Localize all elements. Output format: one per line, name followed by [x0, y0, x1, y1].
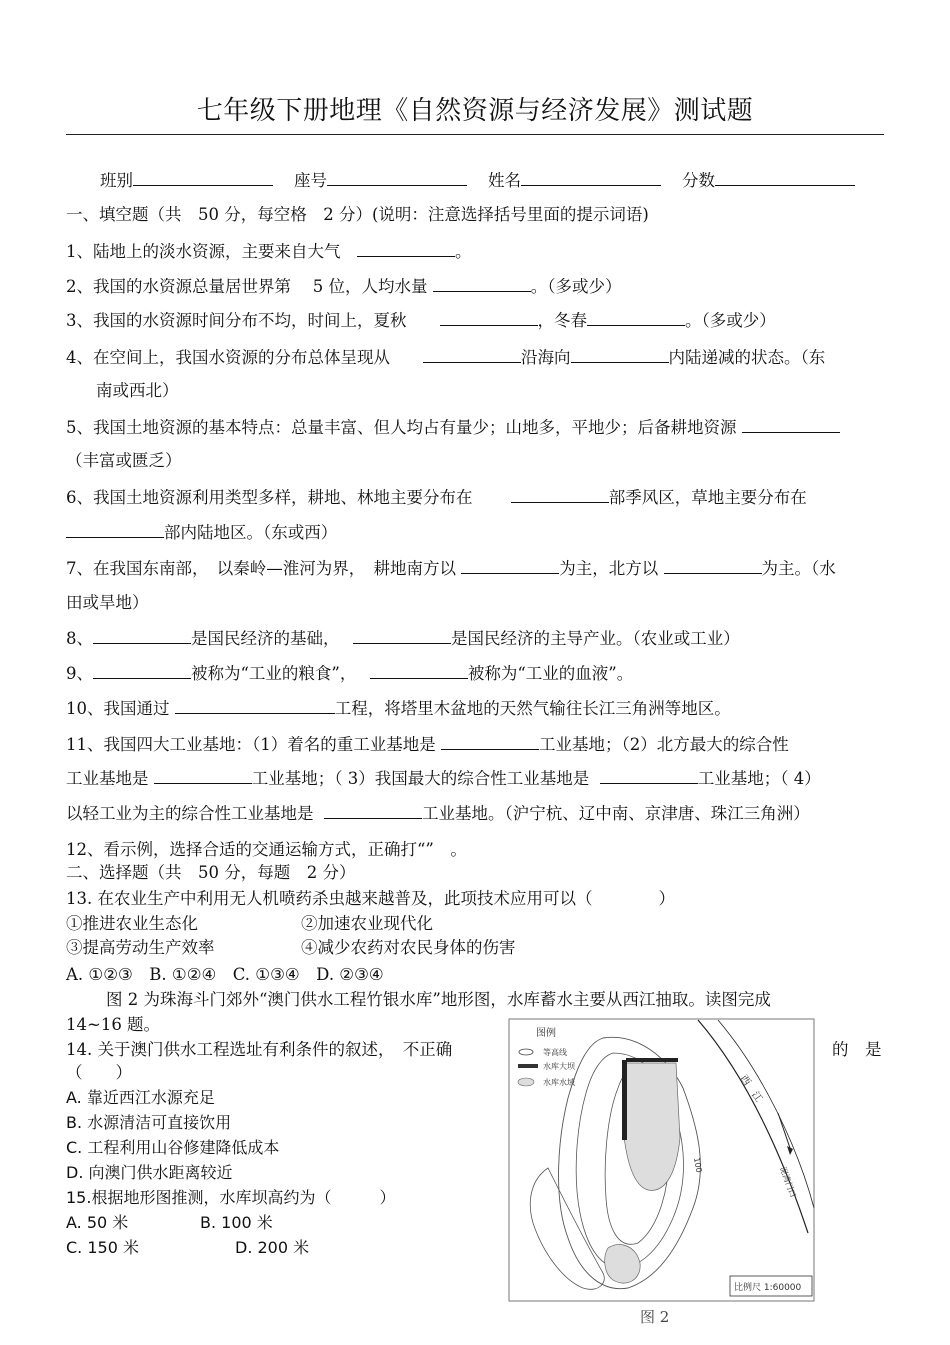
q8-text: 8、	[66, 629, 93, 648]
question-15: 15.根据地形图推测，水库坝高约为（ ）	[66, 1188, 396, 1207]
q9-blank-2[interactable]	[370, 664, 468, 679]
q14-option-a: A. 靠近西江水源充足	[66, 1088, 215, 1107]
q11-blank-4[interactable]	[324, 804, 422, 819]
q11-mid-2: 工业基地是	[66, 769, 149, 788]
student-info-row	[100, 167, 855, 191]
river-label: 西 江	[737, 1073, 764, 1105]
figure-intro: 图 2 为珠海斗门郊外“澳门供水工程竹银水库”地形图，水库蓄水主要从西江抽取。读图完成	[106, 990, 771, 1009]
q13-option-3: ③提高劳动生产效率	[66, 938, 215, 957]
q11-line-3	[66, 800, 810, 824]
water-legend-icon	[518, 1078, 534, 1086]
question-4	[66, 344, 825, 368]
q10-end: 工程，将塔里木盆地的天然气输往长江三角洲等地区。	[334, 699, 731, 718]
q4-blank-1[interactable]	[423, 348, 521, 363]
q11-mid-5: 以轻工业为主的综合性工业基地是	[66, 804, 314, 823]
q6-mid: 部季风区，草地主要分布在	[608, 488, 807, 507]
q4-end: 内陆递减的状态。（东	[668, 348, 826, 367]
q7-mid: 为主，北方以	[559, 559, 659, 578]
reservoir-water	[623, 1063, 680, 1190]
q15-option-c: C. 150 米	[66, 1238, 139, 1257]
q3-mid: ，冬春	[537, 311, 587, 330]
q13-option-1: ①推进农业生态化	[66, 914, 198, 933]
reservoir-topographic-map	[508, 1018, 816, 1334]
class-label: 班别	[100, 171, 133, 190]
q5-text: 5、我国土地资源的基本特点：总量丰富、但人均占有量少；山地多，平地少；后备耕地资源	[66, 418, 737, 437]
q4-blank-2[interactable]	[571, 348, 669, 363]
name-blank[interactable]	[521, 171, 661, 186]
contour-value-label: 100	[692, 1156, 704, 1174]
legend-dam: 水库大坝	[543, 1062, 575, 1071]
q11-line-2	[66, 765, 821, 789]
q3-text: 3、我国的水资源时间分布不均，时间上，夏秋	[66, 311, 407, 330]
q6-blank-2[interactable]	[66, 523, 164, 538]
q11-mid-3: 工业基地；（ 3）我国最大的综合性工业基地是	[251, 769, 590, 788]
question-7	[66, 555, 836, 579]
q11-blank-1[interactable]	[441, 735, 539, 750]
q15-option-a: A. 50 米	[66, 1213, 129, 1232]
q6-continued	[66, 519, 337, 543]
question-8	[66, 625, 740, 649]
q7-continued: 田或旱地）	[66, 593, 149, 612]
dam-legend-icon	[518, 1064, 538, 1068]
q4-text: 4、在空间上，我国水资源的分布总体呈现从	[66, 348, 390, 367]
q11-blank-2[interactable]	[154, 769, 252, 784]
q11-blank-3[interactable]	[600, 769, 698, 784]
q4-mid: 沿海向	[521, 348, 571, 367]
q15-option-d: D. 200 米	[235, 1238, 310, 1257]
q13-options-row-2	[66, 934, 516, 958]
q11-text: 11、我国四大工业基地：（1）着名的重工业基地是	[66, 735, 436, 754]
q11-end: 工业基地。（沪宁杭、辽中南、京津唐、珠江三角洲）	[422, 804, 810, 823]
reservoir-dam-top	[626, 1058, 678, 1062]
q13-option-2: ②加速农业现代化	[301, 914, 433, 933]
q14-option-b: B. 水源清洁可直接饮用	[66, 1113, 232, 1132]
figure-caption: 图 2	[640, 1308, 670, 1326]
q14-option-c: C. 工程利用山谷修建降低成本	[66, 1138, 280, 1157]
q10-blank[interactable]	[175, 699, 335, 714]
q2-blank[interactable]	[433, 277, 531, 292]
question-2	[66, 273, 622, 297]
page-title: 七年级下册地理《自然资源与经济发展》测试题	[196, 96, 754, 126]
question-3	[66, 307, 776, 331]
reservoir-dam	[622, 1060, 627, 1140]
q3-end: 。（多或少）	[685, 311, 776, 330]
score-label: 分数	[681, 171, 715, 190]
q13-options-row-1	[66, 910, 433, 934]
q7-blank-1[interactable]	[461, 559, 559, 574]
q13-choices: A. ①②③ B. ①②④ C. ①③④ D. ②③④	[66, 965, 384, 984]
q4-continued: 南或西北）	[96, 381, 179, 400]
q6-end: 部内陆地区。（东或西）	[164, 523, 338, 542]
scale-label: 比例尺 1:60000	[734, 1283, 802, 1293]
question-11	[66, 731, 789, 755]
q9-mid: 被称为“工业的粮食”，	[191, 664, 349, 683]
class-blank[interactable]	[133, 171, 273, 186]
question-14: 14. 关于澳门供水工程选址有利条件的叙述， 不正确	[66, 1040, 453, 1059]
q9-blank-1[interactable]	[93, 664, 191, 679]
q11-mid-4: 工业基地；（ 4）	[697, 769, 821, 788]
question-9	[66, 660, 633, 684]
q7-end: 为主。（水	[761, 559, 836, 578]
q11-mid-1: 工业基地；（2）北方最大的综合性	[539, 735, 789, 754]
question-12: 12、看示例，选择合适的交通运输方式，正确打“” 。	[66, 840, 467, 859]
q8-blank-1[interactable]	[93, 629, 191, 644]
q6-blank-1[interactable]	[511, 488, 609, 503]
q13-option-4: ④减少农药对农民身体的伤害	[301, 938, 516, 957]
q10-text: 10、我国通过	[66, 699, 170, 718]
q8-blank-2[interactable]	[353, 629, 451, 644]
question-5	[66, 414, 840, 438]
legend-contour: 等高线	[543, 1048, 567, 1057]
figure-intro-continued: 14~16 题。	[66, 1015, 161, 1034]
q5-blank[interactable]	[742, 418, 840, 433]
section2-heading: 二、选择题（共 50 分，每题 2 分）	[66, 863, 356, 882]
q14-tail: 的 是	[832, 1040, 882, 1059]
q8-end: 是国民经济的主导产业。（农业或工业）	[451, 629, 740, 648]
seat-label: 座号	[293, 171, 327, 190]
q14-option-d: D. 向澳门供水距离较近	[66, 1163, 233, 1182]
q6-text: 6、我国土地资源利用类型多样，耕地、林地主要分布在	[66, 488, 473, 507]
q7-text: 7、在我国东南部， 以秦岭—淮河为界， 耕地南方以	[66, 559, 456, 578]
legend-water: 水库水域	[543, 1078, 575, 1087]
q14-paren: （ ）	[66, 1063, 132, 1082]
gate-label: 泥湾门口	[778, 1165, 798, 1199]
title-divider	[66, 134, 884, 135]
q1-text: 1、陆地上的淡水资源，主要来自大气	[66, 242, 341, 261]
q1-blank[interactable]	[357, 242, 455, 257]
question-1	[66, 238, 472, 262]
q3-blank-2[interactable]	[587, 311, 685, 326]
q8-mid: 是国民经济的基础，	[191, 629, 332, 648]
q9-text: 9、	[66, 664, 93, 683]
section1-heading: 一、填空题（共 50 分，每空格 2 分）(说明：注意选择括号里面的提示词语)	[66, 205, 649, 224]
q2-text: 2、我国的水资源总量居世界第 5 位，人均水量	[66, 277, 428, 296]
seat-blank[interactable]	[327, 171, 467, 186]
name-label: 姓名	[487, 171, 521, 190]
question-6	[66, 484, 807, 508]
question-10	[66, 695, 731, 719]
q5-continued: （丰富或匮乏）	[66, 451, 182, 470]
q3-blank-1[interactable]	[440, 311, 538, 326]
score-blank[interactable]	[715, 171, 855, 186]
question-13: 13. 在农业生产中利用无人机喷药杀虫越来越普及，此项技术应用可以（ ）	[66, 889, 675, 908]
q15-option-b: B. 100 米	[200, 1213, 273, 1232]
q9-end: 被称为“工业的血液”。	[467, 664, 634, 683]
q2-end: 。（多或少）	[530, 277, 622, 296]
legend-title: 图例	[536, 1028, 556, 1039]
q1-end: 。	[455, 242, 472, 261]
q7-blank-2[interactable]	[664, 559, 762, 574]
